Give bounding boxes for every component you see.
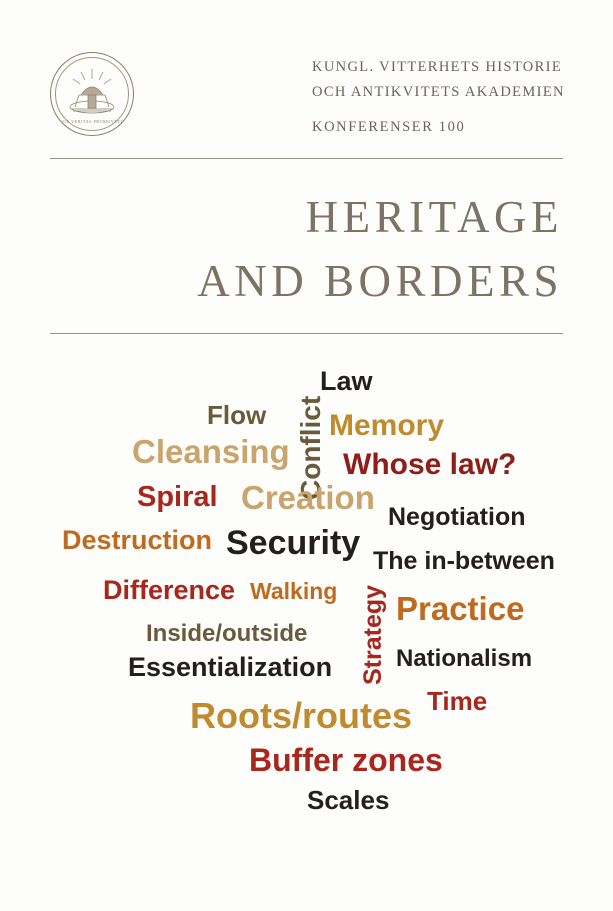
publisher-block	[312, 55, 572, 136]
publisher-line-1: KUNGL. VITTERHETS HISTORIE	[312, 59, 563, 75]
word-cloud-term: Buffer zones	[249, 742, 443, 778]
cover-header	[0, 0, 613, 158]
word-cloud-term: Negotiation	[388, 503, 526, 531]
page-title	[50, 185, 563, 313]
word-cloud-term: Cleansing	[132, 433, 290, 470]
title-line-2: AND BORDERS	[197, 256, 563, 306]
word-cloud-term: Destruction	[62, 525, 213, 555]
word-cloud-term: Roots/routes	[190, 695, 413, 736]
word-cloud-term: Memory	[329, 409, 445, 442]
word-cloud-term: The in-between	[373, 547, 555, 575]
academy-seal-icon	[50, 52, 134, 136]
word-cloud-term: Conflict	[295, 395, 326, 500]
word-cloud	[0, 355, 613, 845]
word-cloud-term: Difference	[103, 575, 236, 605]
title-line-1: HERITAGE	[305, 192, 563, 242]
series-number: KONFERENSER 100	[312, 119, 466, 135]
word-cloud-term: Practice	[396, 590, 525, 627]
word-cloud-term: Creation	[241, 479, 375, 516]
word-cloud-term: Security	[226, 524, 361, 562]
word-cloud-term: Essentialization	[128, 652, 333, 682]
publisher-line-2: OCH ANTIKVITETS AKADEMIEN	[312, 84, 565, 100]
divider-top	[50, 158, 563, 159]
word-cloud-term: Nationalism	[396, 645, 533, 672]
word-cloud-term: Inside/outside	[146, 620, 308, 647]
word-cloud-term: Law	[320, 366, 373, 396]
word-cloud-term: Spiral	[137, 481, 218, 513]
word-cloud-term: Strategy	[359, 584, 387, 685]
word-cloud-term: Walking	[250, 578, 338, 604]
seal-motto-text: LUCE VERITAS PROMOVETUR	[56, 119, 128, 124]
divider-bottom	[50, 333, 563, 334]
word-cloud-term: Whose law?	[343, 448, 517, 481]
word-cloud-term: Scales	[307, 785, 390, 815]
word-cloud-term: Time	[427, 686, 488, 716]
seal-emblem-icon	[51, 53, 133, 135]
word-cloud-term: Flow	[207, 400, 267, 430]
